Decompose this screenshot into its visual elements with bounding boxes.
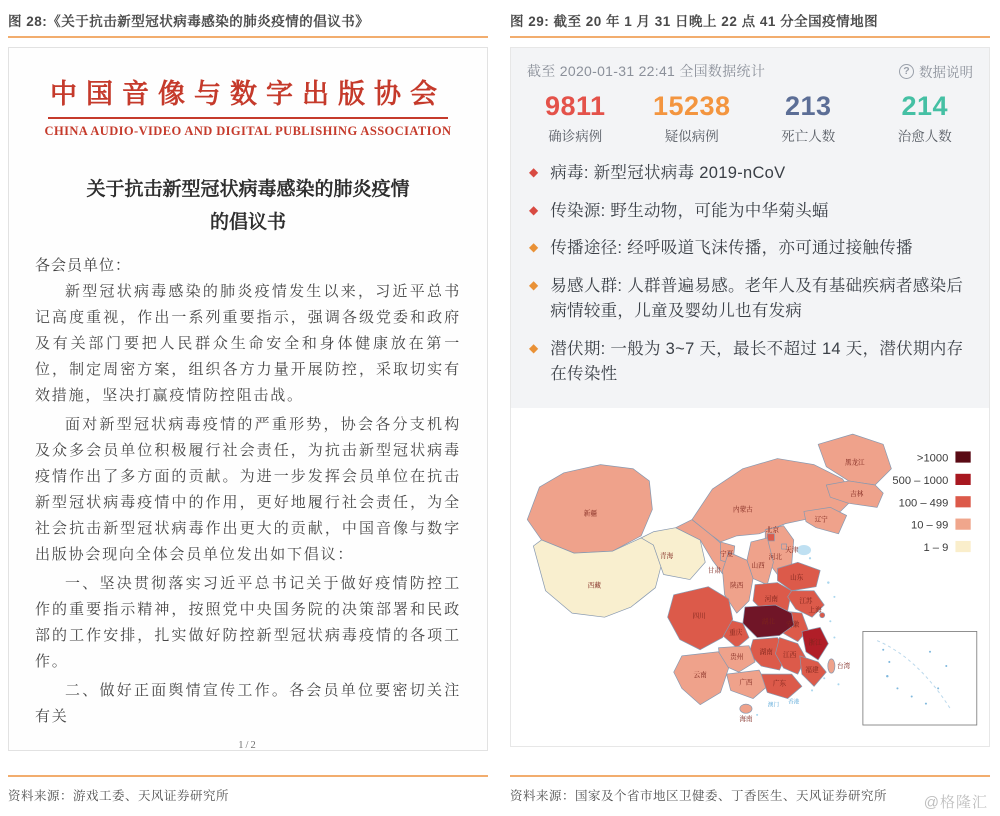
province-label: 云南 — [693, 672, 707, 680]
province-label: 西藏 — [587, 582, 602, 590]
stat-label: 治愈人数 — [897, 129, 952, 144]
province-label: 吉林 — [850, 491, 864, 499]
province-label: 广东 — [772, 680, 787, 688]
watermark: @格隆汇 — [923, 794, 988, 811]
figure-29-caption: 图 29: 截至 20 年 1 月 31 日晚上 22 点 41 分全国疫情地图 — [510, 14, 879, 29]
virus-facts-list — [511, 157, 989, 406]
stat-value: 15238 — [652, 91, 731, 121]
page-number: 1/2 — [238, 739, 258, 751]
province-label: 青海 — [659, 553, 674, 561]
province-label: 黑龙江 — [844, 459, 865, 467]
document-title-line2: 的倡议书 — [209, 212, 286, 234]
province-label: 浙江 — [808, 639, 822, 647]
legend-label: 500 – 1000 — [892, 474, 949, 487]
province-label: 安徽 — [786, 621, 800, 629]
data-note-label: 数据说明 — [919, 65, 973, 80]
stats-row — [511, 85, 989, 157]
province-label: 河南 — [764, 595, 778, 603]
document-paragraph: 面对新型冠状病毒疫情的严重形势，协会各分支机构及众多会员单位积极履行社会责任，为抗击新型冠状病毒疫情作出了多方面的贡献。为进一步发挥会员单位在抗击新型冠状病毒疫情中的作用，更好地履行社会责任，为全社会抗击新型冠状病毒作出更大的贡献，中国音像与数字出版协会现向全体会员单位发出如下倡议： — [35, 416, 461, 563]
legend-swatch — [955, 541, 970, 552]
legend-swatch — [955, 496, 970, 507]
legend-swatch — [955, 451, 970, 462]
province-shape — [740, 704, 752, 713]
bullet-text: 病毒: 新型冠状病毒 2019-nCoV — [550, 164, 786, 182]
association-name-en: CHINA AUDIO-VIDEO AND DIGITAL PUBLISHING ASSOCIATION — [44, 124, 452, 138]
macau-label: 澳门 — [767, 702, 779, 709]
document-title-line1: 关于抗击新型冠状病毒感染的肺炎疫情 — [86, 179, 410, 200]
province-label: 天津 — [785, 547, 799, 555]
national-epidemic-map-svg — [511, 408, 989, 746]
legend-label: >1000 — [916, 452, 949, 465]
bohai-sea — [797, 545, 811, 555]
stat-label: 疑似病例 — [664, 129, 719, 144]
bullet-text: 潜伏期: 一般为 3~7 天，最长不超过 14 天，潜伏期内存在传染性 — [550, 339, 964, 384]
list-item — [527, 337, 973, 388]
bullet-text: 传染源: 野生动物，可能为中华菊头蝠 — [550, 201, 829, 220]
province-label: 湖南 — [759, 648, 773, 656]
list-item — [527, 274, 973, 325]
diamond-bullet-icon: ◆ — [529, 340, 539, 355]
legend-label: 1 – 9 — [923, 542, 949, 555]
caption-divider — [510, 36, 990, 38]
bullet-text: 传播途径: 经呼吸道飞沫传播，亦可通过接触传播 — [550, 239, 913, 258]
province-label: 海南 — [739, 715, 753, 723]
province-label: 上海 — [808, 607, 822, 615]
province-label: 江苏 — [799, 597, 813, 605]
stat-value: 213 — [784, 91, 832, 121]
stat-confirmed — [517, 91, 634, 145]
diamond-bullet-icon: ◆ — [529, 277, 539, 292]
province-shape — [828, 659, 835, 673]
figure-29 — [510, 8, 990, 816]
red-rule — [48, 117, 448, 119]
data-note-button[interactable] — [899, 61, 973, 81]
province-shape — [767, 534, 774, 541]
province-label: 台湾 — [836, 662, 851, 670]
figure-29-source: 资料来源：国家及个省市地区卫健委、丁香医生、天风证券研究所 — [510, 789, 888, 803]
document-paragraph: 二、做好正面舆情宣传工作。各会员单位要密切关注有关 — [35, 682, 461, 725]
province-label: 河北 — [768, 554, 783, 562]
province-label: 山西 — [751, 562, 765, 570]
province-label: 辽宁 — [814, 516, 828, 524]
province-label: 山东 — [790, 574, 804, 582]
province-label: 陕西 — [730, 582, 744, 590]
figure-28-source: 资料来源：游戏工委、天风证券研究所 — [8, 789, 230, 803]
stat-label: 确诊病例 — [548, 129, 603, 144]
stat-suspected — [634, 91, 751, 145]
stat-cured — [867, 91, 984, 145]
stats-timestamp: 截至 2020-01-31 22:41 全国数据统计 — [527, 63, 766, 79]
stat-value: 9811 — [544, 91, 606, 121]
figure-28-source-row — [8, 775, 488, 816]
caption-divider — [8, 36, 488, 38]
association-name-cn: 中国音像与数字出版协会 — [50, 79, 446, 109]
legend-label: 10 – 99 — [911, 519, 949, 532]
salutation: 各会员单位： — [35, 257, 132, 274]
china-epidemic-map — [511, 408, 989, 746]
stat-value: 214 — [901, 91, 949, 121]
stat-deaths — [750, 91, 867, 145]
province-label: 内蒙古 — [732, 506, 753, 514]
document-paragraph: 一、坚决贯彻落实习近平总书记关于做好疫情防控工作的重要指示精神，按照党中央国务院的决策部署和民政部的工作安排，扎实做好防控新型冠状病毒疫情的各项工作。 — [35, 575, 461, 670]
south-china-sea-inset — [863, 631, 977, 725]
province-label: 福建 — [805, 667, 819, 675]
diamond-bullet-icon: ◆ — [529, 165, 539, 179]
diamond-bullet-icon: ◆ — [529, 240, 539, 255]
epidemic-stats-panel — [510, 47, 990, 747]
document-title — [61, 173, 436, 240]
proposal-document-scan — [8, 47, 488, 751]
province-label: 新疆 — [583, 510, 597, 518]
province-label: 广西 — [739, 679, 753, 687]
list-item — [527, 236, 973, 262]
province-label: 四川 — [692, 613, 706, 621]
bullet-text: 易感人群: 人群普遍易感。老年人及有基础疾病者感染后病情较重，儿童及婴幼儿也有发病 — [550, 276, 964, 321]
figure-28 — [8, 8, 488, 816]
province-label: 贵州 — [730, 653, 744, 661]
list-item — [527, 199, 973, 225]
province-label: 重庆 — [729, 629, 743, 637]
stat-label: 死亡人数 — [781, 129, 836, 144]
figure-29-source-row — [510, 775, 990, 816]
diamond-bullet-icon: ◆ — [529, 202, 539, 217]
legend-label: 100 – 499 — [898, 497, 949, 510]
list-item — [527, 161, 973, 187]
province-label: 宁夏 — [719, 551, 734, 559]
province-label: 江西 — [783, 651, 797, 659]
legend-swatch — [955, 474, 970, 485]
panel-header — [511, 48, 989, 85]
province-label: 甘肃 — [707, 567, 722, 575]
figure-28-caption: 图 28:《关于抗击新型冠状病毒感染的肺炎疫情的倡议书》 — [8, 14, 370, 29]
province-label: 北京 — [765, 526, 779, 534]
help-icon: ? — [899, 64, 914, 79]
province-label: 湖北 — [761, 618, 775, 626]
hongkong-label: 香港 — [788, 699, 800, 706]
document-paragraph: 新型冠状病毒感染的肺炎疫情发生以来，习近平总书记高度重视，作出一系列重要指示，强调各级党委和政府及有关部门要把人民群众生命安全和身体健康放在第一位，制定周密方案，组织各方力量开展防控，采取切实有效措施，坚决打赢疫情防控阻击战。 — [35, 283, 461, 404]
legend-swatch — [955, 518, 970, 529]
